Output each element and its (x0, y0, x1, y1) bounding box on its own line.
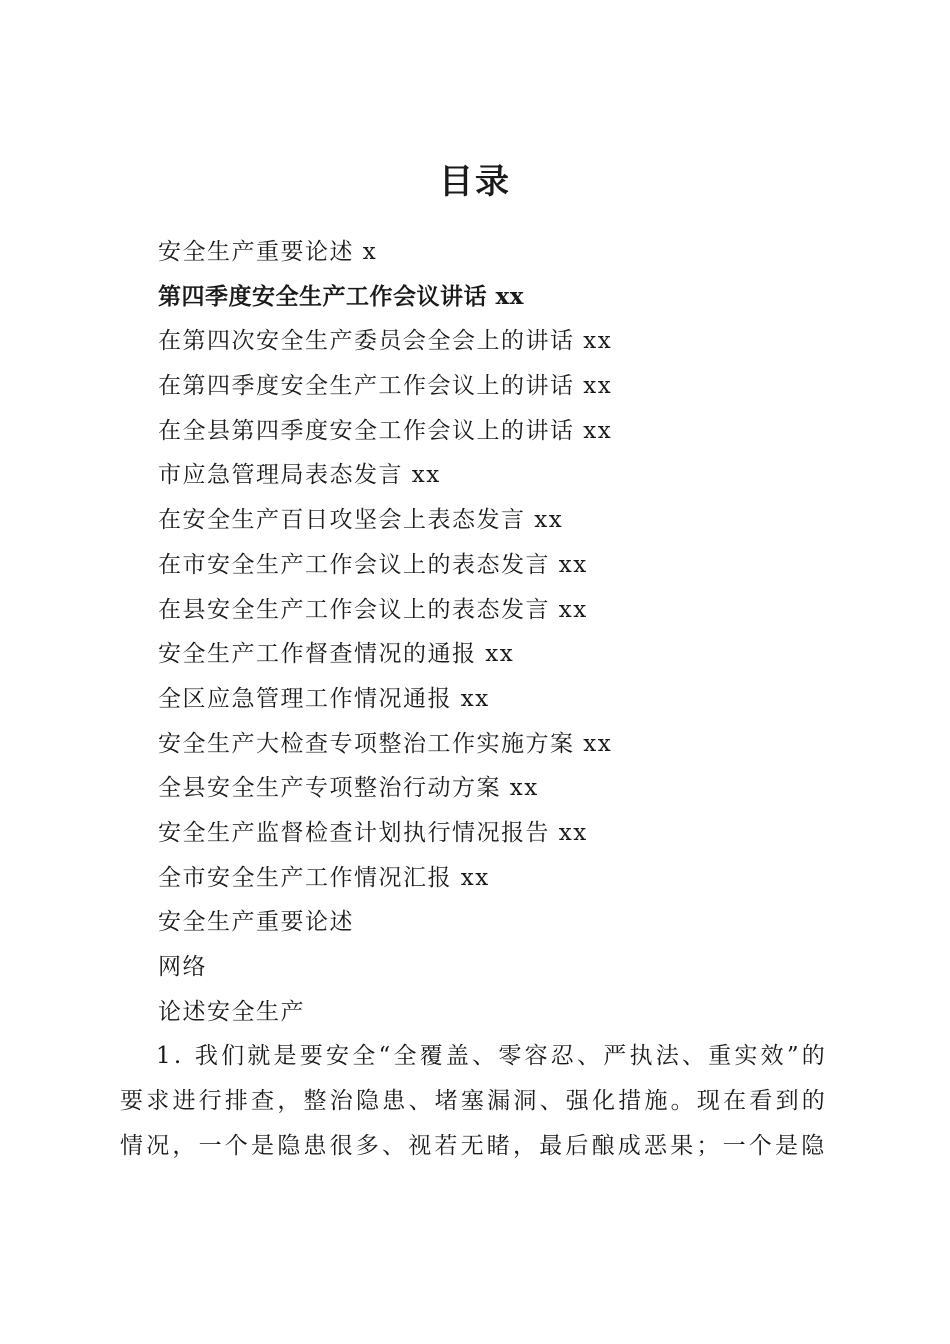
table-of-contents (158, 230, 858, 1034)
toc-item: 安全生产工作督查情况的通报 xx (158, 641, 515, 668)
source-label: 网络 (158, 954, 207, 980)
toc-item: 第四季度安全生产工作会议讲话 xx (158, 282, 524, 310)
toc-item: 在全县第四季度安全工作会议上的讲话 xx (158, 417, 613, 444)
toc-item: 全县安全生产专项整治行动方案 xx (158, 775, 539, 802)
toc-item: 市应急管理局表态发言 xx (158, 462, 441, 489)
toc-item: 在县安全生产工作会议上的表态发言 xx (158, 596, 588, 623)
subsection-heading: 论述安全生产 (158, 998, 305, 1025)
document-title: 目录 (439, 161, 511, 202)
toc-item: 在市安全生产工作会议上的表态发言 xx (158, 551, 588, 578)
toc-item: 安全生产大检查专项整治工作实施方案 xx (158, 730, 613, 757)
section-heading: 安全生产重要论述 (158, 909, 354, 936)
toc-item: 在安全生产百日攻坚会上表态发言 xx (158, 507, 564, 534)
toc-item: 在第四季度安全生产工作会议上的讲话 xx (158, 373, 613, 400)
toc-item: 全市安全生产工作情况汇报 xx (158, 864, 490, 891)
toc-item: 安全生产重要论述 x (158, 239, 378, 265)
toc-item: 安全生产监督检查计划执行情况报告 xx (158, 819, 588, 846)
body-paragraph: 1. 我们就是要安全“全覆盖、零容忍、严执法、重实效”的要求进行排查，整治隐患、堵塞漏洞、强化措施。现在看到的情况，一个是隐患很多、视若无睹，最后酿成恶果；一个是隐 (120, 1043, 828, 1159)
toc-item: 全区应急管理工作情况通报 xx (158, 685, 490, 712)
toc-item: 在第四次安全生产委员会全会上的讲话 xx (158, 328, 613, 355)
